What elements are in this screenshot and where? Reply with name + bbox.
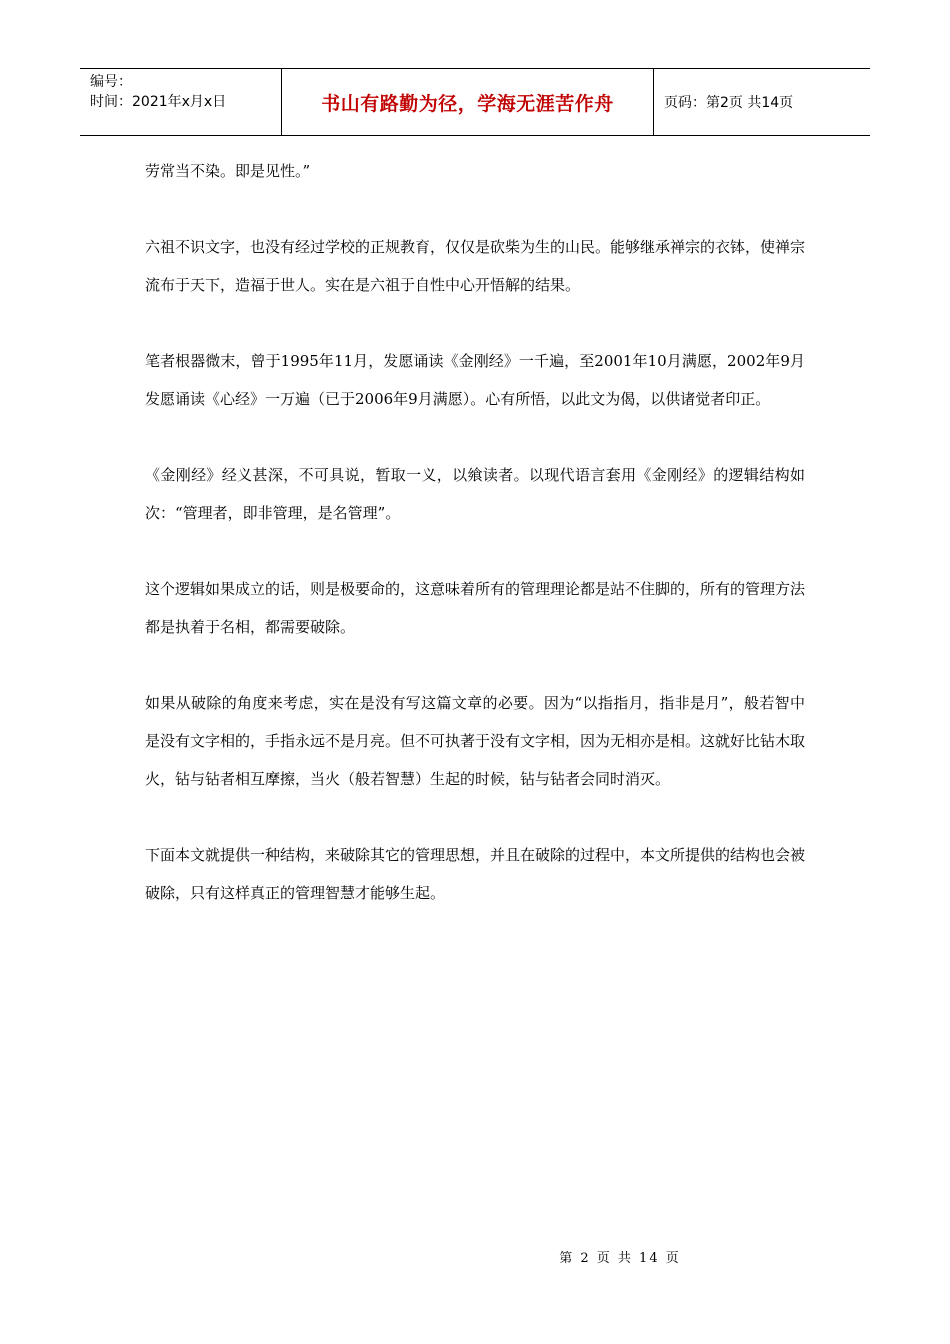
header-page-code: 页码：第2页 共14页 (664, 95, 794, 111)
document-time-label: 时间：2021年x月x日 (90, 94, 227, 110)
page-footer: 第 2 页 共 14 页 (559, 1251, 681, 1266)
paragraph: 下面本文就提供一种结构，来破除其它的管理思想，并且在破除的过程中，本文所提供的结构也会被破除，只有这样真正的管理智慧才能够生起。 (145, 846, 806, 902)
document-body (145, 152, 805, 950)
paragraph: 这个逻辑如果成立的话，则是极要命的，这意味着所有的管理理论都是站不住脚的，所有的管理方法都是执着于名相，都需要破除。 (145, 580, 806, 636)
document-number-label: 编号： (90, 74, 132, 90)
header-meta (80, 69, 282, 135)
paragraph: 劳常当不染。即是见性。” (145, 162, 311, 180)
paragraph: 六祖不识文字，也没有经过学校的正规教育，仅仅是砍柴为生的山民。能够继承禅宗的衣钵，使禅宗流布于天下，造福于世人。实在是六祖于自性中心开悟解的结果。 (145, 238, 806, 294)
paragraph: 笔者根器微末，曾于1995年11月，发愿诵读《金刚经》一千遍，至2001年10月满愿，2002年9月发愿诵读《心经》一万遍（已于2006年9月满愿）。心有所悟，以此文为偈，以供诸觉者印正。 (145, 352, 805, 408)
paragraph: 如果从破除的角度来考虑，实在是没有写这篇文章的必要。因为“以指指月，指非是月”，般若智中是没有文字相的，手指永远不是月亮。但不可执著于没有文字相，因为无相亦是相。这就好比钻木取火，钻与钻者相互摩擦，当火（般若智慧）生起的时候，钻与钻者会同时消灭。 (145, 694, 806, 788)
header-motto: 书山有路勤为径，学海无涯苦作舟 (282, 69, 654, 135)
paragraph: 《金刚经》经义甚深，不可具说，暂取一义，以飨读者。以现代语言套用《金刚经》的逻辑结构如次：“管理者，即非管理，是名管理”。 (145, 466, 805, 522)
page-header (80, 68, 870, 136)
